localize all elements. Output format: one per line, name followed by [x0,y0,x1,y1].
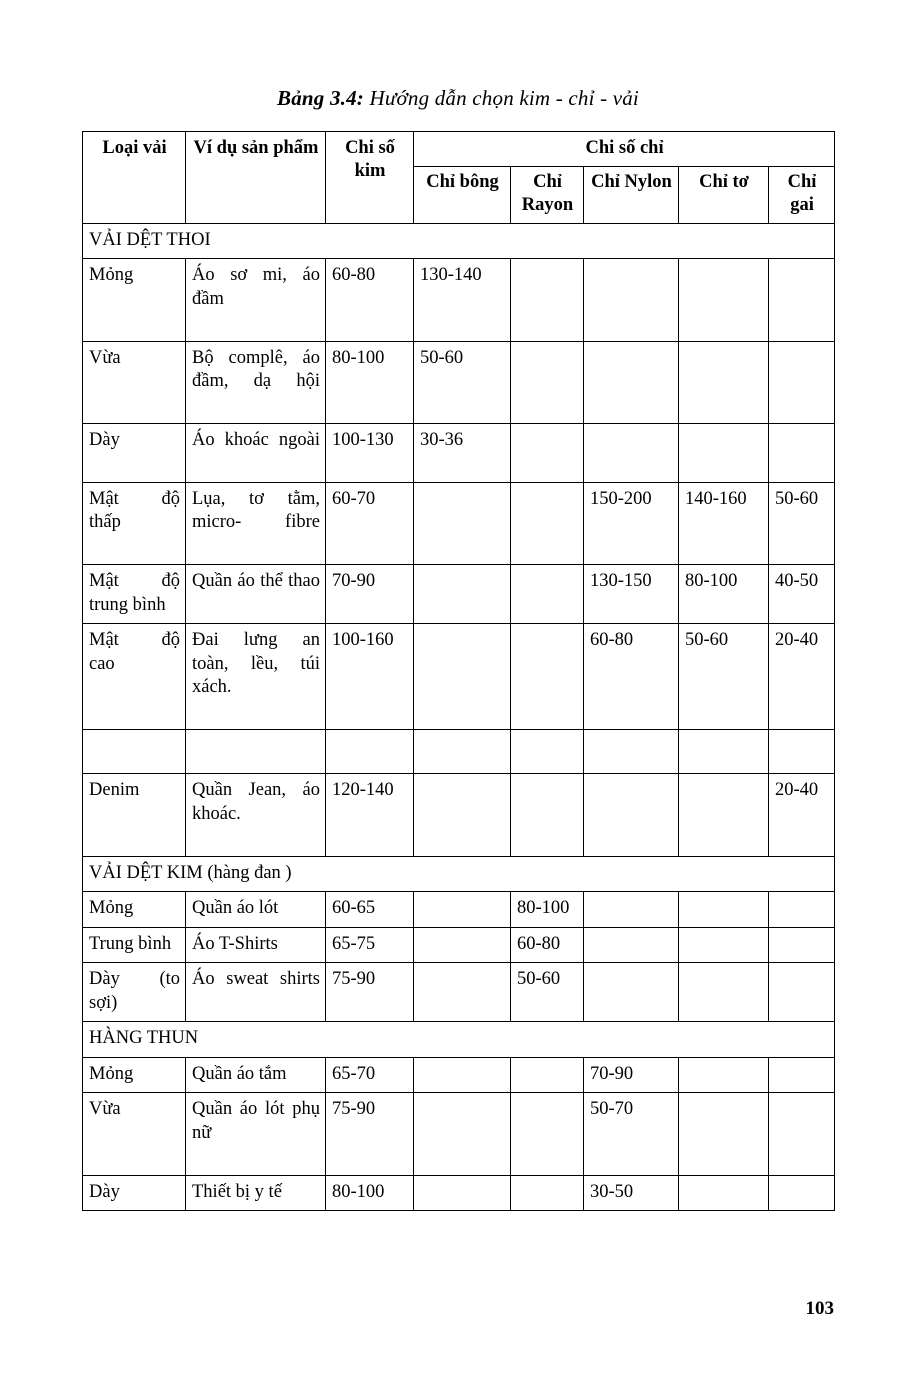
cell-silk-thread [679,774,769,856]
cell-rayon-thread [511,565,584,624]
table-row-spacer [83,730,835,774]
cell-hemp-thread: 20-40 [769,624,835,730]
cell-product-example: Bộ complê, áo đầm, dạ hội [186,341,326,423]
cell-silk-thread: 80-100 [679,565,769,624]
cell-product-example: Đai lưng an toàn, lều, túi xách. [186,624,326,730]
cell-hemp-thread [769,1175,835,1210]
cell-needle-size: 60-80 [326,259,414,341]
table-row [83,1093,835,1175]
header-row-main [83,132,835,167]
table-body [83,223,835,1211]
cell-fabric-type: Dày (to sợi) [83,963,186,1022]
cell-needle-size: 75-90 [326,1093,414,1175]
section-title: VẢI DỆT KIM (hàng đan ) [83,856,835,891]
cell-nylon-thread [584,774,679,856]
cell-hemp-thread [769,424,835,483]
section-row [83,223,835,258]
cell-nylon-thread: 50-70 [584,1093,679,1175]
table-row [83,482,835,564]
table-row [83,1175,835,1210]
cell-rayon-thread [511,259,584,341]
cell-silk-thread [679,892,769,927]
cell-fabric-type: Mỏng [83,259,186,341]
cell-silk-thread [679,1093,769,1175]
cell-needle-size: 60-65 [326,892,414,927]
cell-needle-size: 120-140 [326,774,414,856]
cell-rayon-thread [511,1175,584,1210]
cell-needle-size: 100-130 [326,424,414,483]
cell-hemp-thread: 50-60 [769,482,835,564]
cell-product-example: Quần áo tắm [186,1057,326,1092]
cell-rayon-thread: 60-80 [511,927,584,962]
cell-cotton-thread [414,892,511,927]
cell-rayon-thread [511,1057,584,1092]
cell-product-example: Lụa, tơ tằm, micro- fibre [186,482,326,564]
table-caption [0,86,916,111]
cell-nylon-thread: 130-150 [584,565,679,624]
cell-hemp-thread [769,1057,835,1092]
table-row [83,963,835,1022]
cell-rayon-thread: 50-60 [511,963,584,1022]
cell-product-example: Áo khoác ngoài [186,424,326,483]
section-title: VẢI DỆT THOI [83,223,835,258]
cell-silk-thread [679,963,769,1022]
table-row [83,565,835,624]
cell-cotton-thread [414,1093,511,1175]
cell-product-example [186,730,326,774]
cell-product-example: Thiết bị y tế [186,1175,326,1210]
cell-product-example: Quần áo lót phụ nữ [186,1093,326,1175]
cell-rayon-thread [511,774,584,856]
cell-fabric-type: Mật độ cao [83,624,186,730]
cell-silk-thread: 50-60 [679,624,769,730]
cell-rayon-thread [511,341,584,423]
cell-rayon-thread [511,482,584,564]
cell-product-example: Quần áo thể thao [186,565,326,624]
cell-hemp-thread [769,927,835,962]
cell-nylon-thread: 150-200 [584,482,679,564]
cell-hemp-thread: 40-50 [769,565,835,624]
column-header-thread-count-group: Chi số chỉ [414,132,835,167]
cell-needle-size: 80-100 [326,1175,414,1210]
table-header [83,132,835,224]
cell-rayon-thread [511,424,584,483]
column-header-nylon-thread: Chỉ Nylon [584,167,679,223]
cell-product-example: Áo sweat shirts [186,963,326,1022]
column-header-silk-thread: Chỉ tơ [679,167,769,223]
cell-cotton-thread: 50-60 [414,341,511,423]
column-header-hemp-thread: Chỉ gai [769,167,835,223]
cell-silk-thread: 140-160 [679,482,769,564]
needle-thread-fabric-table [82,131,835,1211]
cell-hemp-thread [769,963,835,1022]
cell-cotton-thread [414,963,511,1022]
cell-nylon-thread: 30-50 [584,1175,679,1210]
table-row [83,624,835,730]
cell-cotton-thread [414,1175,511,1210]
table-row [83,892,835,927]
cell-cotton-thread: 130-140 [414,259,511,341]
section-row [83,1022,835,1057]
table-caption-label: Bảng 3.4: [277,86,364,110]
table-row [83,259,835,341]
cell-silk-thread [679,1175,769,1210]
cell-fabric-type: Mỏng [83,892,186,927]
cell-fabric-type: Dày [83,1175,186,1210]
cell-fabric-type: Trung bình [83,927,186,962]
section-title: HÀNG THUN [83,1022,835,1057]
cell-cotton-thread [414,565,511,624]
table-row [83,1057,835,1092]
cell-hemp-thread [769,259,835,341]
table-caption-text: Hướng dẫn chọn kim - chỉ - vải [364,86,639,110]
cell-needle-size: 75-90 [326,963,414,1022]
cell-needle-size [326,730,414,774]
cell-needle-size: 65-75 [326,927,414,962]
cell-nylon-thread [584,259,679,341]
page-number: 103 [805,1298,834,1319]
cell-fabric-type: Mỏng [83,1057,186,1092]
section-row [83,856,835,891]
cell-fabric-type: Dày [83,424,186,483]
cell-needle-size: 80-100 [326,341,414,423]
cell-product-example: Áo T-Shirts [186,927,326,962]
cell-silk-thread [679,1057,769,1092]
cell-nylon-thread [584,927,679,962]
table-row [83,927,835,962]
cell-hemp-thread [769,730,835,774]
cell-nylon-thread [584,892,679,927]
cell-product-example: Quần Jean, áo khoác. [186,774,326,856]
cell-nylon-thread [584,424,679,483]
cell-needle-size: 100-160 [326,624,414,730]
cell-needle-size: 60-70 [326,482,414,564]
cell-fabric-type: Mật độ trung bình [83,565,186,624]
cell-rayon-thread [511,730,584,774]
cell-needle-size: 70-90 [326,565,414,624]
cell-fabric-type: Vừa [83,1093,186,1175]
column-header-needle-size: Chi số kim [326,132,414,224]
cell-cotton-thread [414,624,511,730]
cell-cotton-thread [414,1057,511,1092]
cell-cotton-thread [414,927,511,962]
cell-nylon-thread: 60-80 [584,624,679,730]
cell-silk-thread [679,341,769,423]
cell-rayon-thread [511,1093,584,1175]
cell-hemp-thread [769,1093,835,1175]
cell-fabric-type: Mật độ thấp [83,482,186,564]
cell-nylon-thread [584,963,679,1022]
cell-hemp-thread [769,341,835,423]
cell-product-example: Áo sơ mi, áo đầm [186,259,326,341]
cell-nylon-thread: 70-90 [584,1057,679,1092]
cell-needle-size: 65-70 [326,1057,414,1092]
column-header-fabric-type: Loại vải [83,132,186,224]
cell-cotton-thread: 30-36 [414,424,511,483]
cell-rayon-thread: 80-100 [511,892,584,927]
cell-rayon-thread [511,624,584,730]
cell-silk-thread [679,927,769,962]
cell-cotton-thread [414,730,511,774]
column-header-cotton-thread: Chỉ bông [414,167,511,223]
cell-cotton-thread [414,774,511,856]
cell-fabric-type: Denim [83,774,186,856]
cell-nylon-thread [584,341,679,423]
cell-hemp-thread: 20-40 [769,774,835,856]
column-header-product-example: Ví dụ sản phẩm [186,132,326,224]
cell-hemp-thread [769,892,835,927]
cell-silk-thread [679,259,769,341]
cell-fabric-type [83,730,186,774]
cell-silk-thread [679,730,769,774]
table-row [83,424,835,483]
cell-nylon-thread [584,730,679,774]
table-row [83,341,835,423]
column-header-rayon-thread: Chỉ Rayon [511,167,584,223]
cell-silk-thread [679,424,769,483]
cell-product-example: Quần áo lót [186,892,326,927]
cell-cotton-thread [414,482,511,564]
table-row [83,774,835,856]
cell-fabric-type: Vừa [83,341,186,423]
